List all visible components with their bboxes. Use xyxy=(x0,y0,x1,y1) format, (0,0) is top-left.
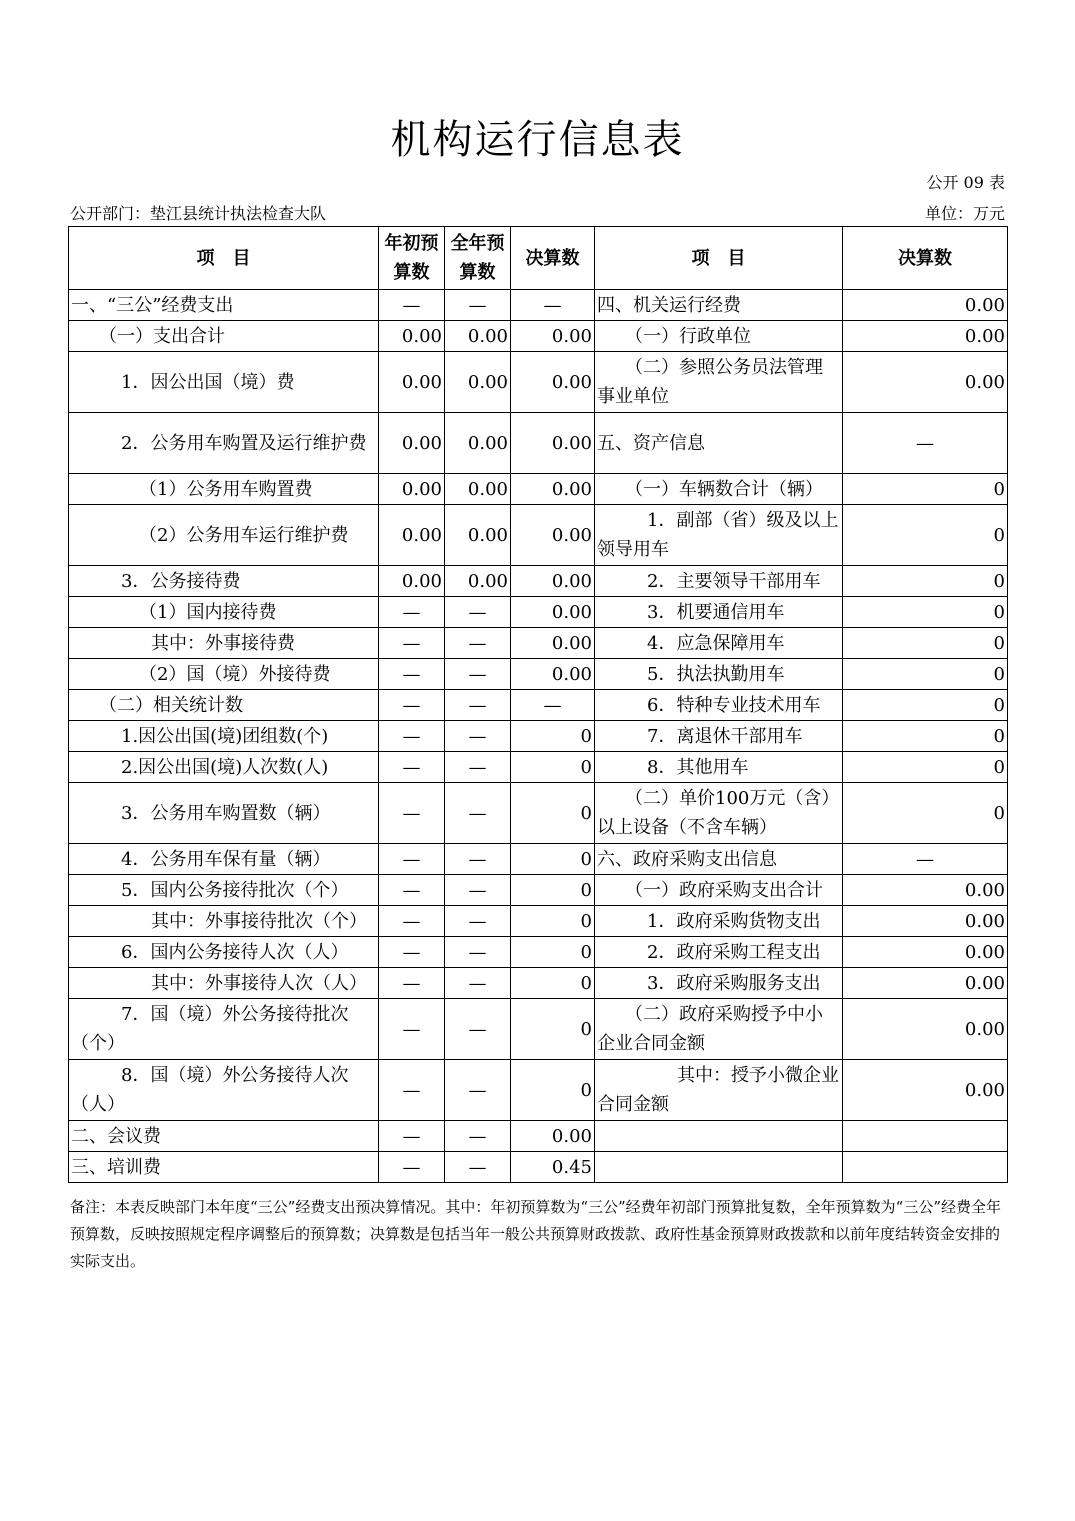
row-item-left: 8．国（境）外公务接待人次（人） xyxy=(69,1060,379,1121)
row-budget-full: — xyxy=(445,937,511,968)
row-budget-full: — xyxy=(445,628,511,659)
row-item-left: 三、培训费 xyxy=(69,1152,379,1183)
row-budget-initial: — xyxy=(379,659,445,690)
row-budget-full: — xyxy=(445,968,511,999)
row-item-left: 2.因公出国(境)人次数(人) xyxy=(69,752,379,783)
row-actual-left: 0.00 xyxy=(511,566,595,597)
row-item-left: 3．公务接待费 xyxy=(69,566,379,597)
row-actual-left: 0.00 xyxy=(511,659,595,690)
row-item-right: （一）行政单位 xyxy=(595,321,843,352)
row-item-right: 五、资产信息 xyxy=(595,413,843,474)
row-item-right xyxy=(595,1121,843,1152)
unit-label: 单位：万元 xyxy=(924,204,1005,223)
row-item-left: （1）国内接待费 xyxy=(69,597,379,628)
row-budget-full: — xyxy=(445,1152,511,1183)
row-actual-right xyxy=(843,1152,1008,1183)
row-budget-full: — xyxy=(445,783,511,844)
row-budget-full: 0.00 xyxy=(445,413,511,474)
row-actual-left: 0.00 xyxy=(511,1121,595,1152)
footnote: 备注：本表反映部门本年度“三公”经费支出预决算情况。其中：年初预算数为“三公”经费年初部门预算批复数，全年预算数为“三公”经费全年预算数，反映按照规定程序调整后的预算数；决算数是包括当年一般公共预算财政拨款、政府性基金预算财政拨款和以前年度结转资金安排的实际支出。 xyxy=(70,1198,1002,1270)
row-actual-right: 0.00 xyxy=(843,875,1008,906)
operations-info-table xyxy=(68,226,1008,1183)
table-row xyxy=(69,937,1008,968)
row-actual-left: 0 xyxy=(511,999,595,1060)
table-row xyxy=(69,352,1008,413)
row-item-left: 1．因公出国（境）费 xyxy=(69,352,379,413)
table-row xyxy=(69,659,1008,690)
row-actual-right: 0.00 xyxy=(843,321,1008,352)
row-item-right: （一）车辆数合计（辆） xyxy=(595,474,843,505)
row-actual-right: 0.00 xyxy=(843,290,1008,321)
row-budget-full: 0.00 xyxy=(445,474,511,505)
row-actual-left: 0 xyxy=(511,752,595,783)
row-item-left: （2）国（境）外接待费 xyxy=(69,659,379,690)
row-actual-right: 0.00 xyxy=(843,968,1008,999)
page-title: 机构运行信息表 xyxy=(390,117,685,163)
row-item-right xyxy=(595,1152,843,1183)
row-item-right: 四、机关运行经费 xyxy=(595,290,843,321)
row-budget-initial: 0.00 xyxy=(379,474,445,505)
row-budget-initial: 0.00 xyxy=(379,413,445,474)
table-row xyxy=(69,290,1008,321)
row-item-right: 3．政府采购服务支出 xyxy=(595,968,843,999)
row-item-right: 其中：授予小微企业合同金额 xyxy=(595,1060,843,1121)
row-budget-full: — xyxy=(445,1060,511,1121)
header-item-left: 项 目 xyxy=(69,227,379,290)
row-item-right: 六、政府采购支出信息 xyxy=(595,844,843,875)
table-row xyxy=(69,783,1008,844)
row-budget-initial: 0.00 xyxy=(379,566,445,597)
row-item-left: 其中：外事接待人次（人） xyxy=(69,968,379,999)
row-actual-right: — xyxy=(843,413,1008,474)
table-header-row xyxy=(69,227,1008,290)
row-actual-right: 0.00 xyxy=(843,906,1008,937)
row-item-right: （一）政府采购支出合计 xyxy=(595,875,843,906)
row-item-left: （一）支出合计 xyxy=(69,321,379,352)
row-budget-full: — xyxy=(445,1121,511,1152)
table-row xyxy=(69,413,1008,474)
row-actual-left: 0.45 xyxy=(511,1152,595,1183)
row-actual-left: 0.00 xyxy=(511,505,595,566)
row-actual-right: 0.00 xyxy=(843,937,1008,968)
row-actual-left: — xyxy=(511,690,595,721)
row-actual-right: 0 xyxy=(843,566,1008,597)
table-row xyxy=(69,1152,1008,1183)
table-row xyxy=(69,1121,1008,1152)
row-budget-initial: — xyxy=(379,1121,445,1152)
row-actual-right: 0 xyxy=(843,628,1008,659)
row-item-right: （二）政府采购授予中小企业合同金额 xyxy=(595,999,843,1060)
row-budget-full: — xyxy=(445,752,511,783)
row-actual-left: 0.00 xyxy=(511,474,595,505)
row-actual-left: 0 xyxy=(511,937,595,968)
table-row xyxy=(69,690,1008,721)
row-item-left: 5．国内公务接待批次（个） xyxy=(69,875,379,906)
row-item-right: 4．应急保障用车 xyxy=(595,628,843,659)
table-row xyxy=(69,597,1008,628)
row-actual-left: 0.00 xyxy=(511,597,595,628)
table-row xyxy=(69,321,1008,352)
row-budget-initial: — xyxy=(379,999,445,1060)
row-item-left: 3．公务用车购置数（辆） xyxy=(69,783,379,844)
row-budget-full: — xyxy=(445,597,511,628)
header-budget-full: 全年预算数 xyxy=(445,227,511,290)
row-item-left: 其中：外事接待批次（个） xyxy=(69,906,379,937)
row-actual-left: 0.00 xyxy=(511,321,595,352)
row-budget-initial: — xyxy=(379,783,445,844)
form-number: 公开 09 表 xyxy=(926,173,1005,192)
row-actual-right: 0.00 xyxy=(843,1060,1008,1121)
row-actual-left: 0 xyxy=(511,1060,595,1121)
row-actual-right: 0 xyxy=(843,752,1008,783)
row-budget-initial: 0.00 xyxy=(379,321,445,352)
row-item-right: 2．主要领导干部用车 xyxy=(595,566,843,597)
row-budget-full: — xyxy=(445,844,511,875)
row-budget-initial: 0.00 xyxy=(379,352,445,413)
row-budget-initial: — xyxy=(379,290,445,321)
header-item-right: 项 目 xyxy=(595,227,843,290)
row-item-left: 6．国内公务接待人次（人） xyxy=(69,937,379,968)
row-actual-left: — xyxy=(511,290,595,321)
row-actual-right: 0 xyxy=(843,783,1008,844)
table-body xyxy=(69,290,1008,1183)
row-budget-full: — xyxy=(445,875,511,906)
row-actual-left: 0 xyxy=(511,875,595,906)
row-actual-right: 0 xyxy=(843,659,1008,690)
row-item-left: 二、会议费 xyxy=(69,1121,379,1152)
row-item-right: 1．副部（省）级及以上领导用车 xyxy=(595,505,843,566)
table-row xyxy=(69,505,1008,566)
row-budget-full: — xyxy=(445,906,511,937)
row-actual-right: — xyxy=(843,844,1008,875)
row-budget-initial: — xyxy=(379,875,445,906)
table-row xyxy=(69,1060,1008,1121)
row-item-left: （二）相关统计数 xyxy=(69,690,379,721)
row-actual-right: 0.00 xyxy=(843,999,1008,1060)
row-actual-left: 0.00 xyxy=(511,628,595,659)
row-actual-left: 0 xyxy=(511,906,595,937)
row-budget-initial: — xyxy=(379,1060,445,1121)
row-budget-full: 0.00 xyxy=(445,352,511,413)
row-item-right: 1．政府采购货物支出 xyxy=(595,906,843,937)
row-item-right: 2．政府采购工程支出 xyxy=(595,937,843,968)
row-actual-right xyxy=(843,1121,1008,1152)
table-row xyxy=(69,875,1008,906)
row-item-left: 2．公务用车购置及运行维护费 xyxy=(69,413,379,474)
row-item-left: （1）公务用车购置费 xyxy=(69,474,379,505)
row-actual-right: 0 xyxy=(843,474,1008,505)
row-actual-right: 0 xyxy=(843,505,1008,566)
row-budget-full: — xyxy=(445,290,511,321)
row-actual-left: 0 xyxy=(511,968,595,999)
row-budget-full: — xyxy=(445,721,511,752)
table-row xyxy=(69,628,1008,659)
row-item-left: 7．国（境）外公务接待批次（个） xyxy=(69,999,379,1060)
row-item-right: （二）单价100万元（含）以上设备（不含车辆） xyxy=(595,783,843,844)
row-budget-initial: — xyxy=(379,906,445,937)
row-budget-initial: — xyxy=(379,968,445,999)
row-actual-right: 0.00 xyxy=(843,352,1008,413)
header-actual-right: 决算数 xyxy=(843,227,1008,290)
table-row xyxy=(69,906,1008,937)
row-actual-left: 0 xyxy=(511,783,595,844)
row-item-left: 其中：外事接待费 xyxy=(69,628,379,659)
table-row xyxy=(69,474,1008,505)
row-budget-initial: — xyxy=(379,844,445,875)
table-row xyxy=(69,721,1008,752)
row-budget-initial: — xyxy=(379,628,445,659)
row-budget-full: 0.00 xyxy=(445,321,511,352)
row-budget-full: — xyxy=(445,659,511,690)
row-item-right: 3．机要通信用车 xyxy=(595,597,843,628)
row-budget-initial: 0.00 xyxy=(379,505,445,566)
department-label: 公开部门：垫江县统计执法检查大队 xyxy=(70,204,327,223)
row-budget-full: — xyxy=(445,999,511,1060)
header-actual-left: 决算数 xyxy=(511,227,595,290)
table-row xyxy=(69,968,1008,999)
row-item-left: 1.因公出国(境)团组数(个) xyxy=(69,721,379,752)
row-budget-initial: — xyxy=(379,1152,445,1183)
row-item-left: 一、“三公”经费支出 xyxy=(69,290,379,321)
row-actual-right: 0 xyxy=(843,721,1008,752)
row-actual-left: 0.00 xyxy=(511,413,595,474)
row-item-left: （2）公务用车运行维护费 xyxy=(69,505,379,566)
row-budget-full: 0.00 xyxy=(445,505,511,566)
row-budget-initial: — xyxy=(379,937,445,968)
table-row xyxy=(69,752,1008,783)
row-actual-left: 0.00 xyxy=(511,352,595,413)
row-budget-full: — xyxy=(445,690,511,721)
row-item-right: 8．其他用车 xyxy=(595,752,843,783)
table-row xyxy=(69,566,1008,597)
row-budget-initial: — xyxy=(379,690,445,721)
row-budget-initial: — xyxy=(379,597,445,628)
row-actual-left: 0 xyxy=(511,721,595,752)
row-item-right: （二）参照公务员法管理事业单位 xyxy=(595,352,843,413)
row-budget-initial: — xyxy=(379,721,445,752)
table-row xyxy=(69,999,1008,1060)
row-actual-left: 0 xyxy=(511,844,595,875)
row-item-left: 4．公务用车保有量（辆） xyxy=(69,844,379,875)
row-item-right: 7．离退休干部用车 xyxy=(595,721,843,752)
row-budget-full: 0.00 xyxy=(445,566,511,597)
row-actual-right: 0 xyxy=(843,597,1008,628)
row-item-right: 6．特种专业技术用车 xyxy=(595,690,843,721)
header-budget-initial: 年初预算数 xyxy=(379,227,445,290)
row-budget-initial: — xyxy=(379,752,445,783)
row-item-right: 5．执法执勤用车 xyxy=(595,659,843,690)
row-actual-right: 0 xyxy=(843,690,1008,721)
table-row xyxy=(69,844,1008,875)
